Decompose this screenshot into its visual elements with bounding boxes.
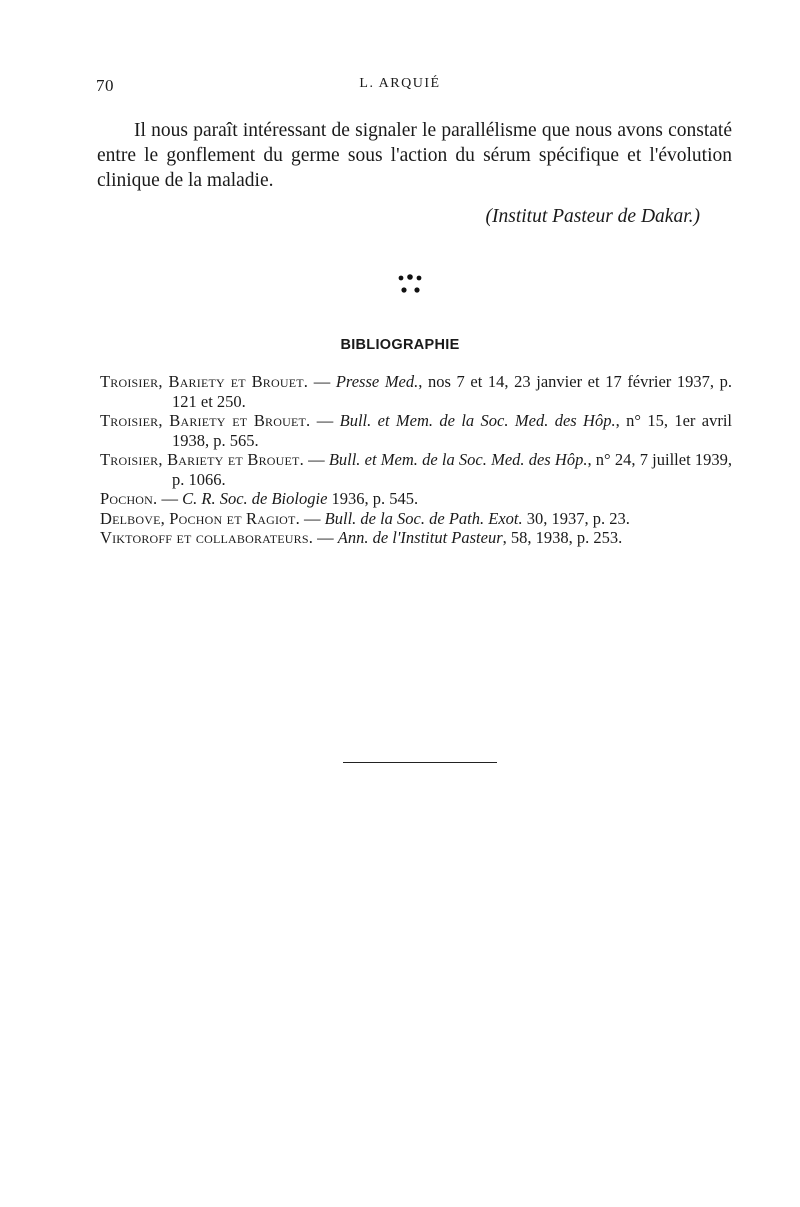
bibliography-title: BIBLIOGRAPHIE xyxy=(340,337,460,353)
bibliography-list xyxy=(100,372,732,548)
ornament-dot xyxy=(399,276,404,281)
running-head: L. ARQUIÉ xyxy=(359,76,441,91)
entry-source: Ann. de l'Institut Pasteur xyxy=(337,528,503,547)
entry-source: C. R. Soc. de Biologie xyxy=(182,489,328,508)
entry-dash: — xyxy=(308,372,336,391)
ornament-dot xyxy=(401,287,406,292)
bibliography-entry xyxy=(100,489,732,509)
bibliography-entry xyxy=(100,450,732,489)
page-number: 70 xyxy=(96,76,114,95)
entry-authors: Troisier, Bariety et Brouet. xyxy=(100,450,304,469)
bibliography-entry xyxy=(100,372,732,411)
entry-dash: — xyxy=(299,508,325,528)
body-paragraph: Il nous paraît intéressant de signaler le parallélisme que nous avons constaté entre le gonflement du germe sous l'action du sérum spécifique et l'évolution clinique de la maladie. xyxy=(97,120,732,191)
entry-authors: Troisier, Bariety et Brouet. xyxy=(100,411,311,430)
entry-details: 30, 1937, p. 23. xyxy=(522,508,630,528)
entry-details: , nos 7 et 14, 23 janvier et 17 février 1937, p. 121 et 250. xyxy=(172,372,733,411)
end-rule xyxy=(343,762,497,763)
entry-authors: Viktoroff et collaborateurs. xyxy=(100,528,314,547)
institute-signature: (Institut Pasteur de Dakar.) xyxy=(485,206,700,227)
entry-authors: Delbove, Pochon et Ragiot. xyxy=(100,508,300,528)
asterism-ornament xyxy=(392,270,432,300)
entry-details: , n° 15, 1er avril 1938, p. 565. xyxy=(172,411,733,450)
entry-authors: Pochon. xyxy=(100,489,158,508)
bibliography-entry xyxy=(100,528,732,548)
entry-dash: — xyxy=(157,489,183,508)
ornament-dot xyxy=(407,274,413,280)
entry-details: , 58, 1938, p. 253. xyxy=(502,528,623,547)
entry-dash: — xyxy=(313,528,338,547)
entry-dash: — xyxy=(303,450,329,469)
entry-source: Bull. de la Soc. de Path. Exot. xyxy=(324,508,523,528)
entry-dash: — xyxy=(310,411,340,430)
entry-details: , n° 24, 7 juillet 1939, p. 1066. xyxy=(172,450,732,489)
ornament-dot xyxy=(414,287,419,292)
entry-authors: Troisier, Bariety et Brouet. xyxy=(100,372,309,391)
entry-details: 1936, p. 545. xyxy=(327,489,419,508)
ornament-dot xyxy=(417,276,422,281)
entry-source: Bull. et Mem. de la Soc. Med. des Hôp. xyxy=(328,450,588,469)
bibliography-entry xyxy=(100,411,732,450)
bibliography-entry xyxy=(100,509,732,529)
entry-source: Presse Med. xyxy=(335,372,419,391)
entry-source: Bull. et Mem. de la Soc. Med. des Hôp. xyxy=(339,411,616,430)
